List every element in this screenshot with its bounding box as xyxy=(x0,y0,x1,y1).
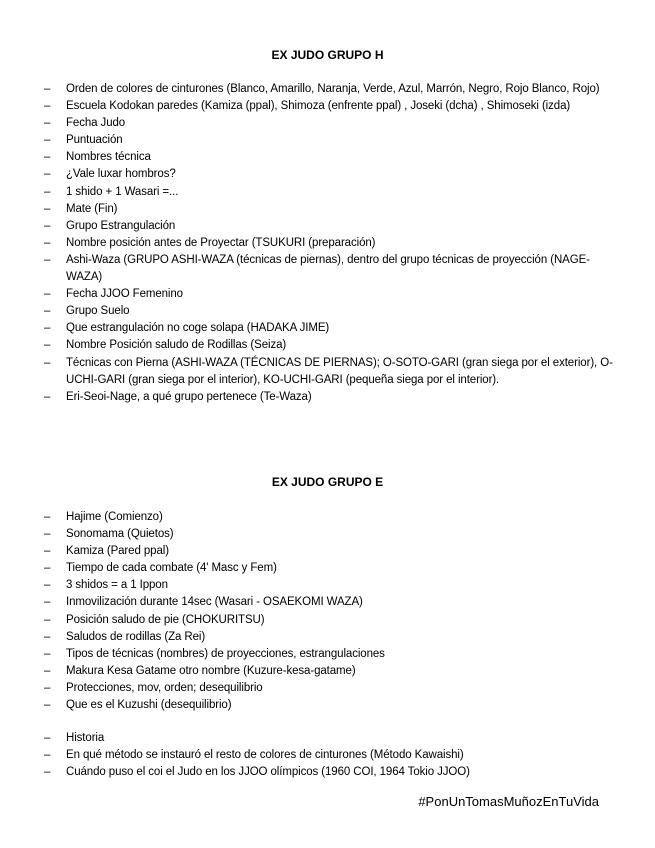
list-item-text: Grupo Estrangulación xyxy=(66,219,176,232)
list-item-text: Hajime (Comienzo) xyxy=(66,511,163,523)
bullet-dash: – xyxy=(44,699,51,712)
list-item-text: Eri-Seoi-Nage, a qué grupo pertenece (Te-Waza) xyxy=(66,390,312,403)
bullet-dash: – xyxy=(44,545,51,558)
bullet-dash: – xyxy=(44,168,51,181)
list-item xyxy=(44,235,614,252)
list-item-text: Orden de colores de cinturones (Blanco, Amarillo, Naranja, Verde, Azul, Marrón, Negro, Rojo Blanco, Rojo) xyxy=(66,83,600,95)
bullet-dash: – xyxy=(44,253,51,266)
list-item-text: Que es el Kuzushi (desequilibrio) xyxy=(66,699,232,712)
list-item xyxy=(44,663,614,680)
bullet-dash: – xyxy=(44,322,51,335)
list-item-text: Ashi-Waza (GRUPO ASHI-WAZA (técnicas de piernas), dentro del grupo técnicas de proyección (NAGE-WAZA) xyxy=(66,253,590,284)
bullet-dash: – xyxy=(44,681,51,694)
list-item xyxy=(44,509,614,526)
list-item xyxy=(44,612,614,629)
hashtag: #PonUnTomasMuñozEnTuVida xyxy=(418,794,599,809)
list-item-text: Saludos de rodillas (Za Rei) xyxy=(66,630,206,643)
list-item xyxy=(44,526,614,543)
list-item-text: Cuándo puso el coi el Judo en los JJOO olímpicos (1960 COI, 1964 Tokio JJOO) xyxy=(66,766,470,779)
list-item xyxy=(44,320,614,337)
bullet-dash: – xyxy=(44,185,51,198)
list-item-text: Escuela Kodokan paredes (Kamiza (ppal), Shimoza (enfrente ppal) , Joseki (dcha) , Shimoseki (izda) xyxy=(66,100,571,113)
bullet-dash: – xyxy=(44,100,51,113)
list-item-text: Tipos de técnicas (nombres) de proyecciones, estrangulaciones xyxy=(66,647,385,660)
list-item-text: Posición saludo de pie (CHOKURITSU) xyxy=(66,613,265,626)
section-h-list xyxy=(44,81,614,406)
bullet-dash: – xyxy=(44,288,51,301)
bullet-dash: – xyxy=(44,305,51,318)
list-item xyxy=(44,389,614,406)
bullet-dash: – xyxy=(44,562,51,575)
list-item xyxy=(44,337,614,354)
bullet-dash: – xyxy=(44,596,51,609)
list-item-text: En qué método se instauró el resto de colores de cinturones (Método Kawaishi) xyxy=(66,749,464,762)
list-item xyxy=(44,629,614,646)
list-item xyxy=(44,132,614,149)
bullet-dash: – xyxy=(44,339,51,352)
bullet-dash: – xyxy=(44,579,51,592)
list-item-text: Inmovilización durante 14sec (Wasari - OSAEKOMI WAZA) xyxy=(66,596,363,609)
list-item-text: Tiempo de cada combate (4' Masc y Fem) xyxy=(66,562,277,575)
bullet-dash: – xyxy=(44,151,51,164)
list-item xyxy=(44,355,614,389)
list-item xyxy=(44,577,614,594)
list-item-text: Historia xyxy=(66,732,105,744)
list-item xyxy=(44,201,614,218)
section-e-list xyxy=(44,509,614,714)
bullet-dash: – xyxy=(44,356,51,369)
list-item-text: Mate (Fin) xyxy=(66,202,118,215)
list-item-text: Grupo Suelo xyxy=(66,305,130,318)
list-item xyxy=(44,543,614,560)
list-item-text: Protecciones, mov, orden; desequilibrio xyxy=(66,681,263,694)
list-item-text: 1 shido + 1 Wasari =... xyxy=(66,185,179,198)
list-item xyxy=(44,646,614,663)
bullet-dash: – xyxy=(44,236,51,249)
list-item xyxy=(44,218,614,235)
list-item xyxy=(44,680,614,697)
list-item-text: Que estrangulación no coge solapa (HADAKA JIME) xyxy=(66,322,330,335)
list-item xyxy=(44,594,614,611)
list-item-text: Nombre Posición saludo de Rodillas (Seiza) xyxy=(66,339,287,352)
list-item xyxy=(44,149,614,166)
list-item xyxy=(44,115,614,132)
list-item xyxy=(44,560,614,577)
list-item xyxy=(44,81,614,98)
bullet-dash: – xyxy=(44,528,51,541)
list-item-text: Fecha JJOO Femenino xyxy=(66,288,183,301)
bullet-dash: – xyxy=(44,219,51,232)
bullet-dash: – xyxy=(44,664,51,677)
bullet-dash: – xyxy=(44,511,51,523)
bullet-dash: – xyxy=(44,134,51,147)
list-item-text: Makura Kesa Gatame otro nombre (Kuzure-kesa-gatame) xyxy=(66,664,356,677)
list-item xyxy=(44,166,614,183)
list-item-text: Puntuación xyxy=(66,134,123,147)
list-item-text: Fecha Judo xyxy=(66,117,126,130)
list-item-text: Sonomama (Quietos) xyxy=(66,528,174,541)
bullet-dash: – xyxy=(44,647,51,660)
list-item xyxy=(44,286,614,303)
list-item xyxy=(44,303,614,320)
list-item xyxy=(44,184,614,201)
list-item xyxy=(44,730,614,747)
section-h-title: EX JUDO GRUPO H xyxy=(271,48,384,62)
bullet-dash: – xyxy=(44,749,51,762)
list-item-text: ¿Vale luxar hombros? xyxy=(66,168,176,181)
bullet-dash: – xyxy=(44,613,51,626)
list-item xyxy=(44,98,614,115)
section-e-title: EX JUDO GRUPO E xyxy=(271,475,384,489)
bullet-dash: – xyxy=(44,83,51,95)
bullet-dash: – xyxy=(44,732,51,744)
list-item xyxy=(44,697,614,714)
list-item xyxy=(44,252,614,286)
list-item-text: Nombres técnica xyxy=(66,151,151,164)
bullet-dash: – xyxy=(44,117,51,130)
list-item xyxy=(44,747,614,764)
bullet-dash: – xyxy=(44,766,51,779)
bullet-dash: – xyxy=(44,630,51,643)
list-item-text: Nombre posición antes de Proyectar (TSUKURI (preparación) xyxy=(66,236,376,249)
list-item xyxy=(44,764,614,781)
list-item-text: Técnicas con Pierna (ASHI-WAZA (TÉCNICAS DE PIERNAS); O-SOTO-GARI (gran siega por el exterior), O-UCHI-GARI (gran siega por el interior), KO-UCHI-GARI (pequeña siega por el interior). xyxy=(66,356,613,386)
bullet-dash: – xyxy=(44,390,51,403)
bullet-dash: – xyxy=(44,202,51,215)
list-item-text: Kamiza (Pared ppal) xyxy=(66,545,169,558)
section-e-extra-list xyxy=(44,730,614,781)
list-item-text: 3 shidos = a 1 Ippon xyxy=(66,579,168,592)
